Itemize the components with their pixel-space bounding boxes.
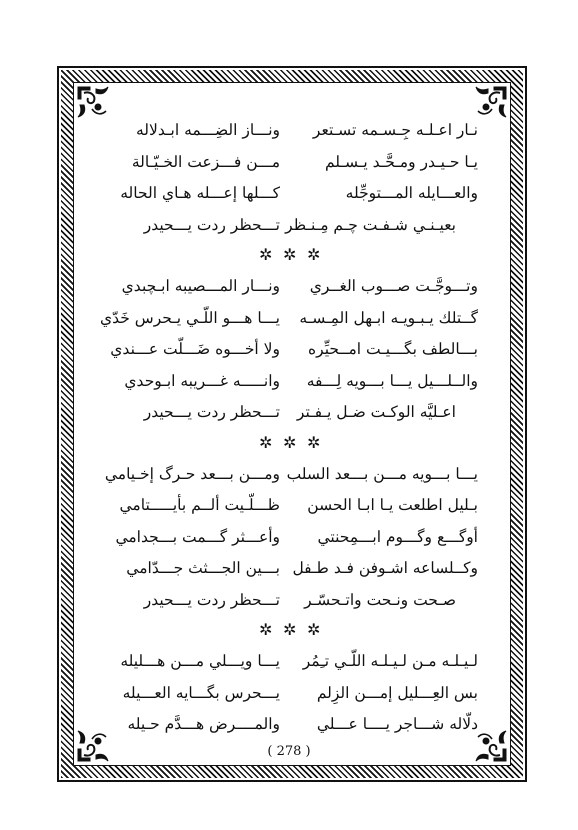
stanza (100, 462, 478, 620)
poem-body (100, 118, 478, 744)
verse-line (100, 556, 478, 588)
page-number: ( 278 ) (267, 744, 311, 759)
second-hemistich: ظـــلّـيت ألــم بأيـــــتامي (119, 496, 280, 514)
verse-line (100, 306, 478, 338)
verse-line (100, 493, 478, 525)
first-hemistich: والــلـــيل يـــا بـــويه لِـــفه (306, 371, 478, 390)
first-hemistich: دلّاله شـــاجر يــــا عـــلي (316, 715, 478, 733)
second-hemistich: يـــا ويـــلي مـــن هـــليله (120, 652, 280, 670)
first-hemistich: والعـــايله المـــتوجِّله (345, 184, 478, 202)
second-hemistich: ونـــاز الضِـــمه ابـدلاله (135, 121, 280, 139)
verse-line (100, 462, 478, 494)
verse-line-refrain (100, 400, 478, 432)
verse-line (100, 337, 478, 369)
first-hemistich: صـحت ونـحت واتـحسّـر (304, 590, 456, 609)
first-hemistich: أوگـــع وگـــوم ابـــمِحنتي (317, 527, 478, 546)
second-hemistich: ونـــار المـــصيبه ابـچبدي (121, 277, 280, 295)
refrain-hemistich: تـــحظر ردت يـــحيدر (143, 590, 280, 609)
verse-line (100, 150, 478, 182)
second-hemistich: وانـــــه غـــريبه ابـوحدي (124, 371, 280, 390)
second-hemistich: مـــن فـــزعت الخـيّـالة (131, 152, 280, 171)
first-hemistich: گــتلك يـبـويـه ابـهل المِـسـه (299, 308, 478, 327)
asterisk-flower-icon: ✲ (283, 620, 297, 639)
floral-corner-ornament-icon (76, 85, 110, 119)
second-hemistich: والمــــرض هـــدَّم حـيله (127, 715, 280, 733)
verse-line-refrain (100, 213, 478, 245)
second-hemistich: يـــحرس بگـــايه العـــيله (122, 683, 280, 702)
asterisk-flower-icon: ✲ (259, 245, 273, 264)
verse-line (100, 525, 478, 557)
refrain-hemistich: تـــحظر ردت يـــحيدر (143, 403, 280, 421)
second-hemistich: بـــين الجـــثث جـــدّامي (126, 559, 280, 577)
first-hemistich: نـار اعـلـه جِـسـمه تسـتعر (312, 121, 478, 139)
verse-line (100, 118, 478, 150)
first-hemistich: يـا حـيـدر ومـحَّـد يـسـلم (324, 152, 478, 171)
stanza-separator (100, 619, 478, 649)
asterisk-flower-icon: ✲ (259, 432, 273, 452)
second-hemistich: ومـــن بـــعد حـرگ إخـيامي (104, 464, 280, 483)
asterisk-flower-icon: ✲ (307, 245, 321, 264)
second-hemistich: كـــلها إعـــله هـاي الحاله (120, 184, 280, 202)
first-hemistich: بـليل اطلعت يـا ابـا الحسن (307, 496, 478, 514)
verse-line (100, 274, 478, 306)
verse-line (100, 369, 478, 401)
asterisk-flower-icon: ✲ (307, 432, 321, 452)
verse-line (100, 712, 478, 744)
first-hemistich: بس العِـــليل إمـــن الزِلم (316, 683, 478, 702)
first-hemistich: بعيـنـي شـفـت چـم مِـنـظر (285, 215, 456, 234)
floral-corner-ornament-icon (474, 85, 508, 119)
second-hemistich: وأعـــثر گـــمت بـــجدامي (115, 527, 280, 546)
verse-line (100, 649, 478, 681)
first-hemistich: وتـــوجَّـت صـــوب الغــري (309, 277, 478, 295)
first-hemistich: وكــلساعه اشـوفن فـد طـفل (292, 559, 478, 577)
stanza (100, 118, 478, 244)
stanza-separator (100, 432, 478, 462)
asterisk-flower-icon: ✲ (307, 620, 321, 639)
verse-line (100, 681, 478, 713)
asterisk-flower-icon: ✲ (283, 432, 297, 452)
stanza-separator (100, 244, 478, 274)
second-hemistich: يـــا هـــو اللّـي يـحرس خَدّي (100, 308, 280, 327)
verse-line-refrain (100, 588, 478, 620)
first-hemistich: يـــا بـــويه مـــن بـــعد السلب (286, 464, 478, 483)
first-hemistich: لـيـلـه مـن لـيـلـه اللّـي تـِمُر (302, 652, 478, 670)
asterisk-flower-icon: ✲ (283, 245, 297, 264)
stanza (100, 274, 478, 432)
first-hemistich: اعـليَّه الوكـت ضـل يـفـتر (296, 403, 456, 421)
asterisk-flower-icon: ✲ (259, 620, 273, 639)
verse-line (100, 181, 478, 213)
refrain-hemistich: تـــحظر ردت يـــحيدر (143, 215, 280, 234)
stanza (100, 649, 478, 744)
first-hemistich: بـــالطف بگـــيـت امــحيِّره (308, 340, 478, 358)
second-hemistich: ولا أخـــوه ضَـــلّت عـــندي (110, 340, 280, 358)
